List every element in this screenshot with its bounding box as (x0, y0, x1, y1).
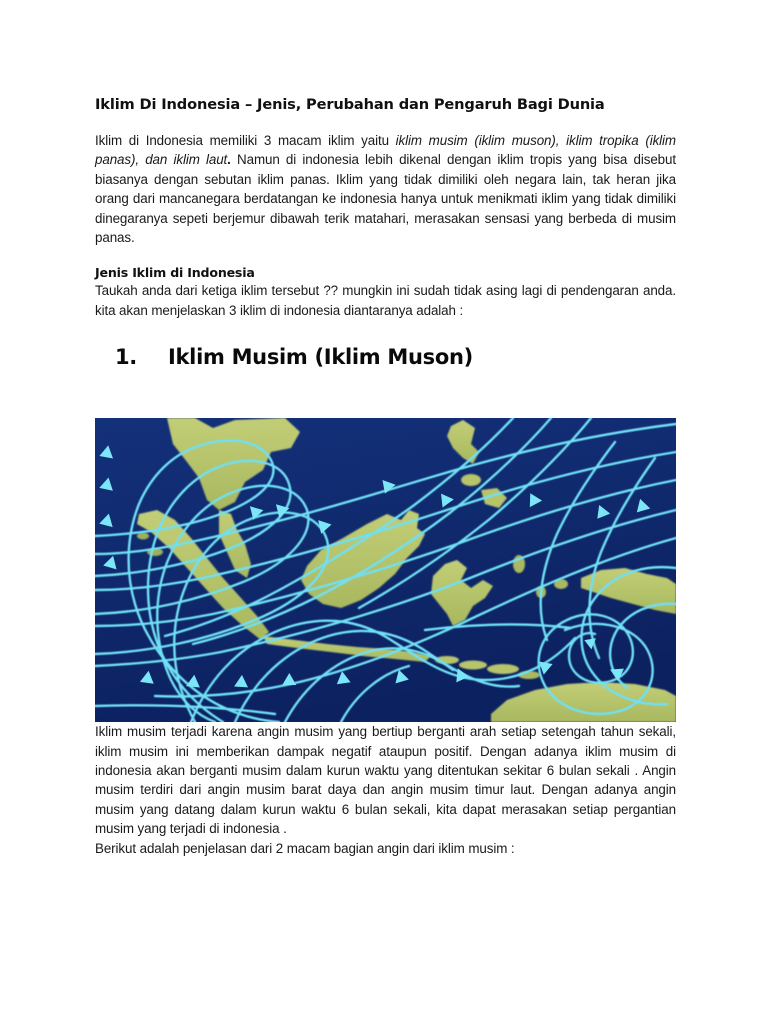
list-item-heading-1 (95, 344, 676, 370)
land-visayas (461, 474, 481, 486)
section-heading-jenis-iklim: Jenis Iklim di Indonesia (95, 265, 255, 281)
intro-italic-terms: iklim musim (iklim muson), iklim tropika (iklim panas), dan iklim laut (95, 133, 676, 168)
intro-bold-punct: . (227, 152, 231, 168)
list-item-number: 1. (115, 345, 137, 370)
intro-lead: Iklim di Indonesia memiliki 3 macam iklim yaitu (95, 133, 396, 148)
list-item-title: Iklim Musim (Iklim Muson) (168, 345, 473, 370)
intro-paragraph (95, 131, 676, 247)
paragraph-after-figure: Iklim musim terjadi karena angin musim yang bertiup berganti arah setiap setengah tahun sekali, iklim musim ini memberikan dampak negatif ataupun positif. Dengan adanya iklim musim di indonesia akan berganti musim dalam kurun waktu yang ditentukan sekitar 6 bulan sekali . Angin musim terdiri dari angin musim barat daya dan angin musim timur laut. Dengan adanya angin musim yang datang dalam kurun waktu 6 bulan sekali, kita dapat merasakan setiap pergantian musim yang terjadi di indonesia . (95, 724, 676, 837)
land-sumbawa (459, 661, 487, 670)
monsoon-map-svg (95, 418, 676, 722)
monsoon-wind-map-image (95, 418, 676, 722)
land-flores (487, 664, 519, 674)
closing-paragraph: Berikut adalah penjelasan dari 2 macam bagian angin dari iklim musim : (95, 840, 515, 856)
document-content (95, 96, 676, 858)
section-paragraph: Taukah anda dari ketiga iklim tersebut ?? mungkin ini sudah tidak asing lagi di pendengaran anda. kita akan menjelaskan 3 iklim di indonesia diantaranya adalah : (95, 283, 676, 318)
intro-rest: Namun di indonesia lebih dikenal dengan iklim tropis yang bisa disebut biasanya dengan sebutan iklim panas. Iklim yang tidak dimiliki oleh negara lain, tak heran jika orang dari mancanegara berdatangan ke indonesia hanya untuk menikmati iklim yang tidak dimiliki dinegaranya sepeti berjemur dibawah terik matahari, merasakan sensasi yang berbeda di musim panas. (95, 152, 676, 246)
page-title: Iklim Di Indonesia – Jenis, Perubahan dan Pengaruh Bagi Dunia (95, 96, 605, 113)
figure-container (95, 418, 676, 722)
